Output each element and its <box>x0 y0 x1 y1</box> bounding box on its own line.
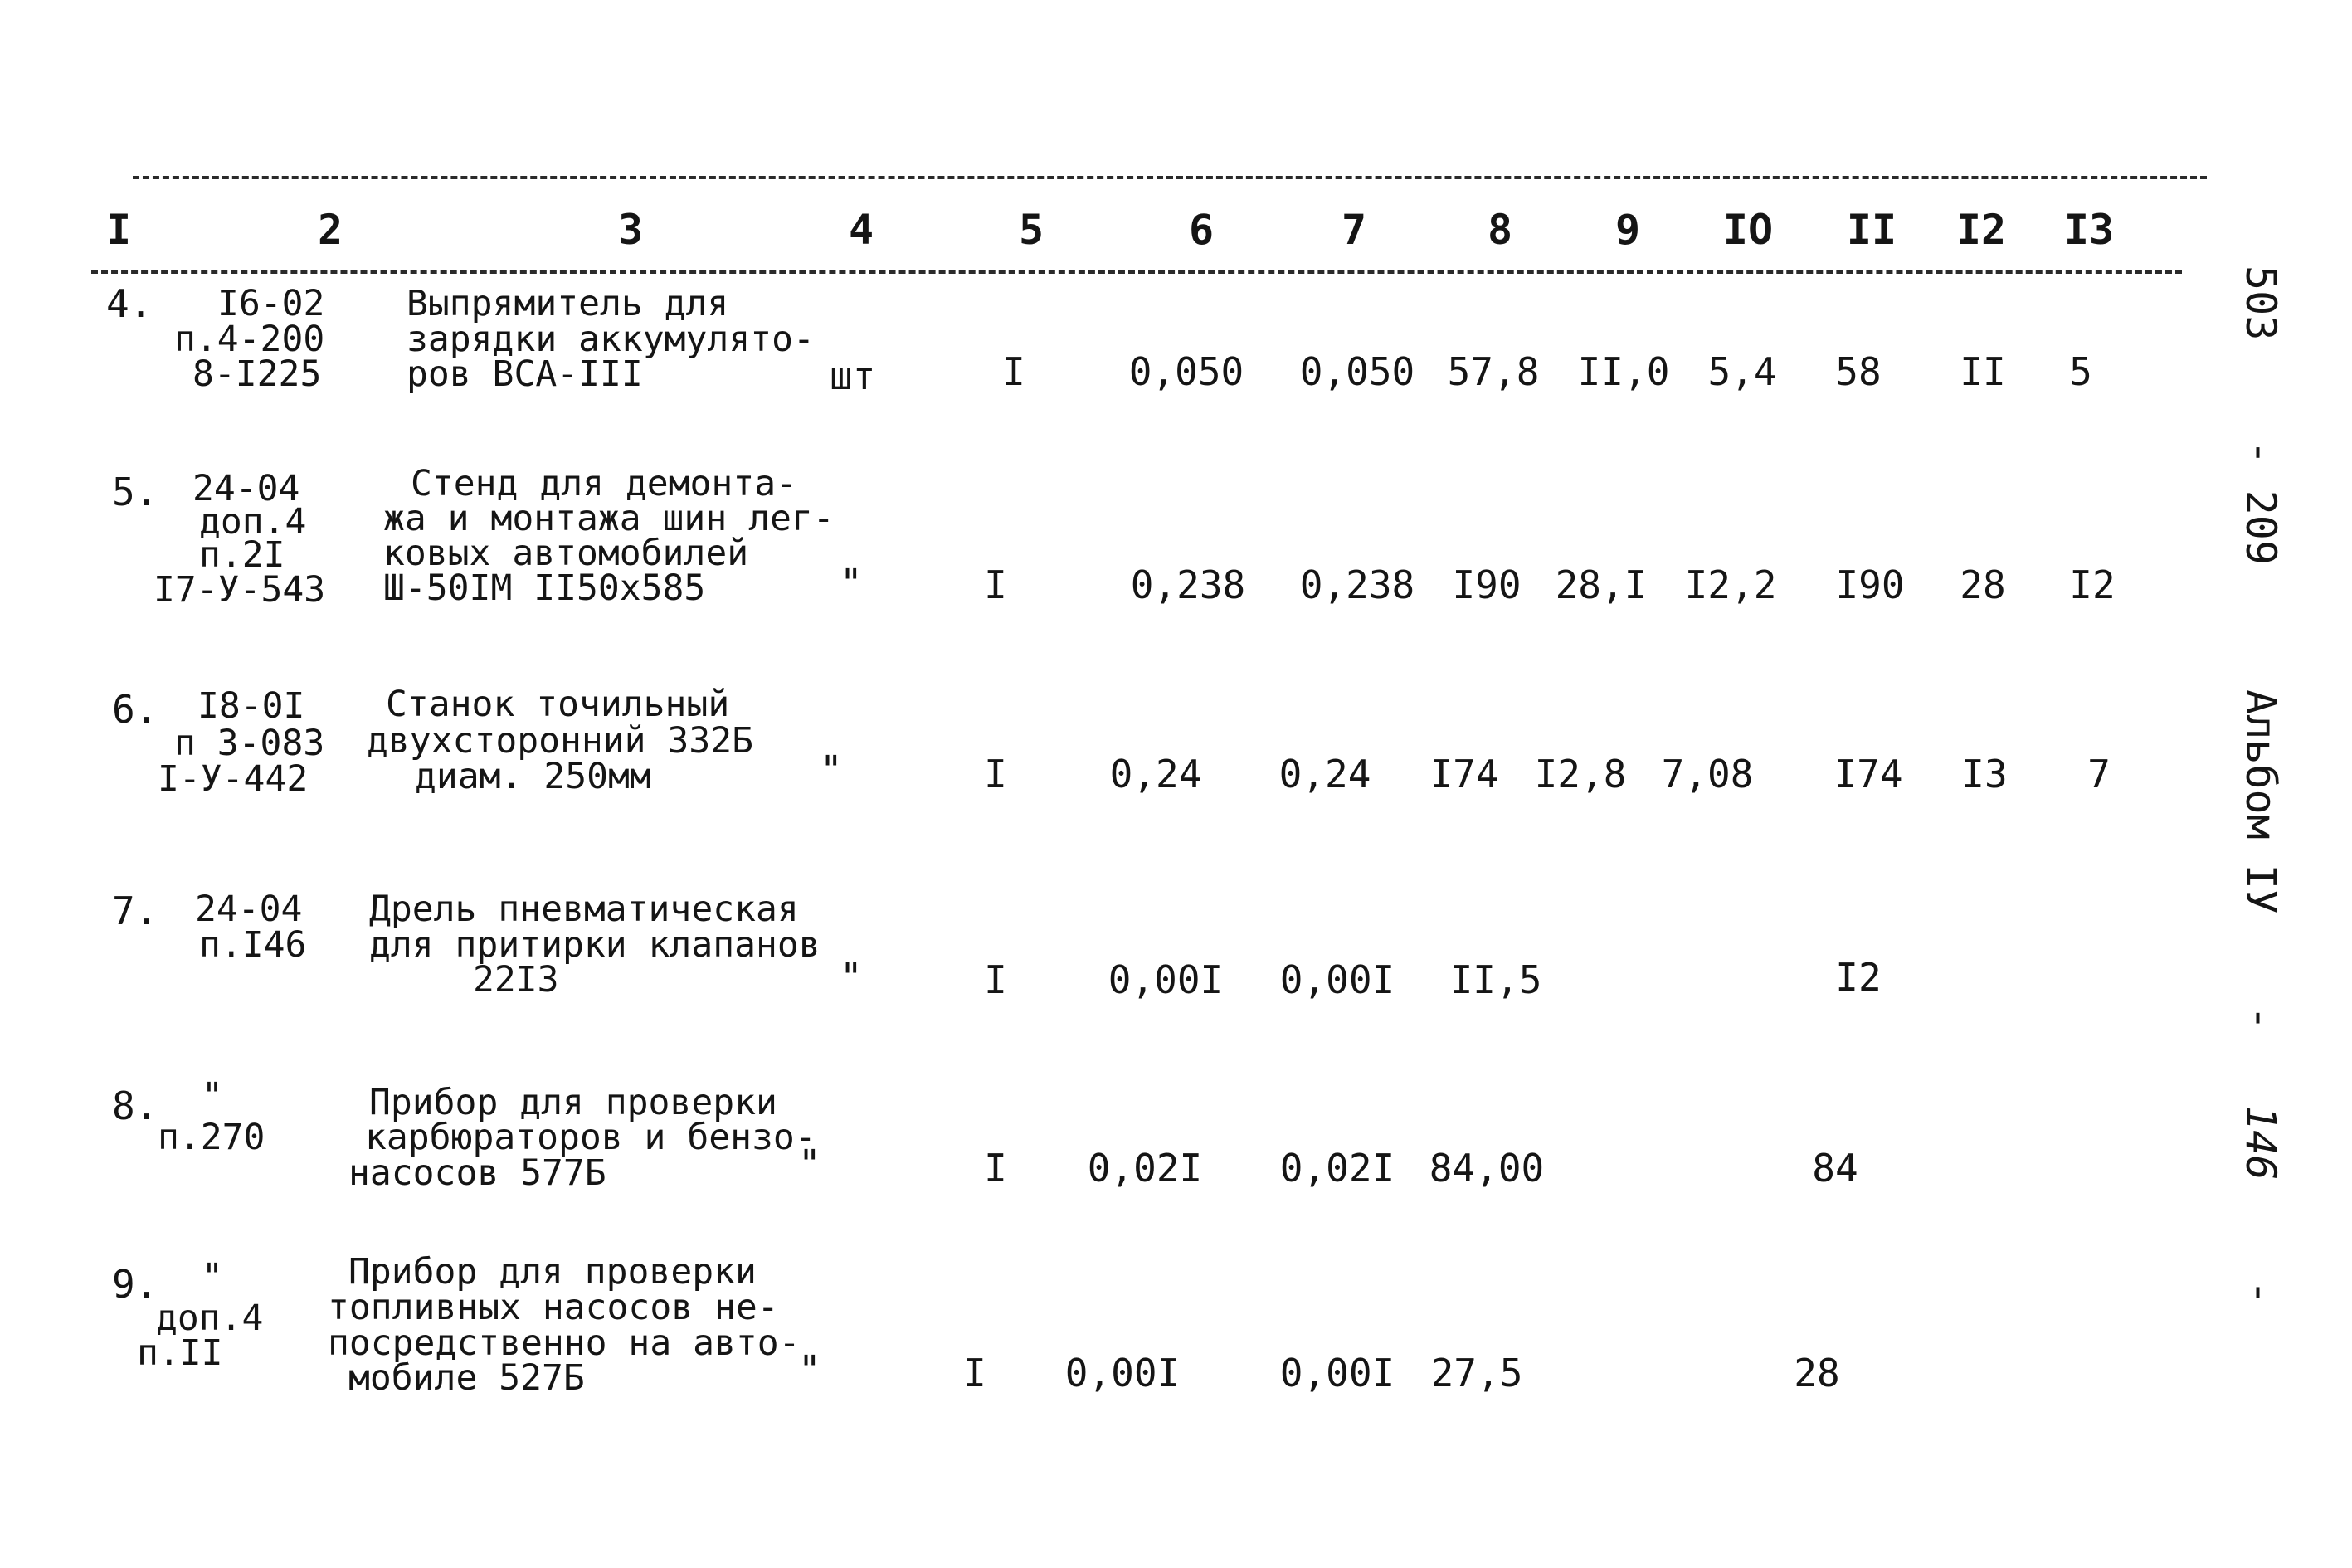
header-col-6: 6 <box>1188 206 1215 254</box>
row-code-line: п.2I <box>199 534 285 576</box>
row-code-line: I8-0I <box>197 685 305 727</box>
row-name-line: 22I3 <box>473 959 559 1001</box>
row-col-11: 84 <box>1812 1146 1858 1191</box>
row-col-7: 0,02I <box>1279 1146 1395 1191</box>
row-col-6: 0,00I <box>1108 957 1224 1002</box>
header-col-1: I <box>105 206 132 254</box>
header-col-3: 3 <box>617 206 644 254</box>
row-number: 7. <box>112 889 158 933</box>
row-qty: I <box>984 957 1007 1002</box>
row-unit: " <box>798 1142 821 1186</box>
side-album: Альбом IУ <box>2237 689 2285 914</box>
row-col-11: I90 <box>1835 562 1905 607</box>
row-name-line: диам. 250мм <box>415 756 651 797</box>
row-col-9: 28,I <box>1555 562 1648 607</box>
row-col-10: 7,08 <box>1661 752 1754 796</box>
row-qty: I <box>984 1146 1007 1191</box>
row-code-line: 24-04 <box>192 468 300 509</box>
row-col-8: I90 <box>1452 562 1522 607</box>
row-name-line: посредственно на авто- <box>328 1322 801 1364</box>
row-col-6: 0,00I <box>1064 1351 1181 1395</box>
row-qty: I <box>984 752 1007 796</box>
row-number: 4. <box>106 281 153 326</box>
row-code-line: п.270 <box>158 1117 265 1158</box>
row-code-line: " <box>202 1075 223 1117</box>
row-col-13: 5 <box>2069 349 2092 394</box>
side-page-number: 146 <box>2237 1105 2285 1181</box>
row-col-11: I74 <box>1833 752 1903 796</box>
row-col-13: I2 <box>2069 562 2116 607</box>
row-name-line: Стенд для демонта- <box>411 463 797 504</box>
row-col-8: II,5 <box>1449 957 1542 1002</box>
row-col-12: 28 <box>1960 562 2006 607</box>
row-name-line: насосов 577Б <box>348 1152 606 1194</box>
row-code-line: п 3-083 <box>174 723 325 764</box>
row-code-line: " <box>202 1256 223 1298</box>
row-col-11: 58 <box>1835 349 1882 394</box>
row-qty: I <box>1002 349 1025 394</box>
side-project-code: - 209 <box>2237 440 2285 565</box>
header-col-11: II <box>1846 206 1897 254</box>
header-col-2: 2 <box>317 206 343 254</box>
row-name-line: Прибор для проверки <box>369 1082 777 1123</box>
header-col-12: I2 <box>1955 206 2007 254</box>
side-annotation <box>2237 265 2285 1305</box>
row-col-12: II <box>1960 349 2006 394</box>
row-code-line: п.I46 <box>199 924 307 966</box>
row-col-8: 57,8 <box>1447 349 1540 394</box>
row-name-line: Ш-50IМ II50х585 <box>383 567 706 609</box>
row-code-line: I6-02 <box>217 283 325 324</box>
row-unit: " <box>840 561 863 606</box>
row-col-7: 0,00I <box>1279 957 1395 1002</box>
row-col-7: 0,238 <box>1299 562 1415 607</box>
row-col-10: I2,2 <box>1684 562 1777 607</box>
row-code-line: I-У-442 <box>158 758 309 800</box>
row-name-line: зарядки аккумулято- <box>407 319 815 360</box>
row-code-line: 8-I225 <box>192 353 322 395</box>
header-rule <box>91 270 2182 274</box>
row-unit: " <box>820 747 843 792</box>
row-name-line: Дрель пневматическая <box>369 889 799 930</box>
row-name-line: карбюраторов и бензо- <box>365 1117 816 1158</box>
top-rule <box>133 176 2207 179</box>
row-number: 6. <box>112 687 158 732</box>
row-col-7: 0,050 <box>1299 349 1415 394</box>
row-col-10: 5,4 <box>1707 349 1777 394</box>
row-name-line: Прибор для проверки <box>348 1251 757 1293</box>
row-unit: " <box>840 955 863 1000</box>
row-number: 5. <box>112 470 158 514</box>
row-number: 9. <box>112 1262 158 1307</box>
row-qty: I <box>963 1351 986 1395</box>
row-col-9: I2,8 <box>1534 752 1627 796</box>
header-col-8: 8 <box>1487 206 1513 254</box>
side-dash-end: - <box>2237 1279 2285 1305</box>
row-name-line: топливных насосов не- <box>328 1287 779 1328</box>
row-code-line: п.4-200 <box>174 319 325 360</box>
row-col-6: 0,050 <box>1128 349 1244 394</box>
row-code-line: доп.4 <box>156 1298 264 1339</box>
row-code-line: п.II <box>137 1332 223 1374</box>
row-col-12: I3 <box>1961 752 2008 796</box>
row-col-8: 27,5 <box>1430 1351 1523 1395</box>
side-sheet-number: 503 <box>2237 265 2285 341</box>
row-col-7: 0,00I <box>1279 1351 1395 1395</box>
row-name-line: ковых автомобилей <box>383 533 749 574</box>
header-col-5: 5 <box>1018 206 1045 254</box>
row-col-13: 7 <box>2087 752 2111 796</box>
header-col-9: 9 <box>1614 206 1641 254</box>
row-unit: " <box>798 1347 821 1392</box>
row-col-11: 28 <box>1794 1351 1840 1395</box>
row-unit: шт <box>830 353 876 398</box>
row-col-6: 0,02I <box>1087 1146 1203 1191</box>
row-name-line: ров ВСА-III <box>407 353 643 395</box>
row-col-9: II,0 <box>1577 349 1670 394</box>
row-code-line: I7-У-543 <box>153 569 326 611</box>
row-name-line: жа и монтажа шин лег- <box>383 498 835 539</box>
row-number: 8. <box>112 1083 158 1128</box>
row-col-6: 0,24 <box>1109 752 1202 796</box>
row-col-8: I74 <box>1429 752 1499 796</box>
header-col-4: 4 <box>848 206 874 254</box>
row-col-6: 0,238 <box>1130 562 1246 607</box>
row-name-line: для притирки клапанов <box>369 924 821 966</box>
row-code-line: 24-04 <box>195 889 303 930</box>
row-name-line: Выпрямитель для <box>407 283 729 324</box>
row-code-line: доп.4 <box>199 501 307 543</box>
row-col-11: I2 <box>1835 955 1882 1000</box>
row-col-8: 84,00 <box>1429 1146 1545 1191</box>
header-col-7: 7 <box>1341 206 1367 254</box>
row-name-line: Станок точильный <box>386 684 730 725</box>
row-name-line: двухсторонний 332Б <box>367 720 753 762</box>
header-col-13: I3 <box>2063 206 2115 254</box>
row-col-7: 0,24 <box>1278 752 1371 796</box>
row-name-line: мобиле 527Б <box>348 1357 585 1399</box>
header-col-10: IO <box>1722 206 1774 254</box>
side-dash: - <box>2237 1006 2285 1031</box>
row-qty: I <box>984 562 1007 607</box>
